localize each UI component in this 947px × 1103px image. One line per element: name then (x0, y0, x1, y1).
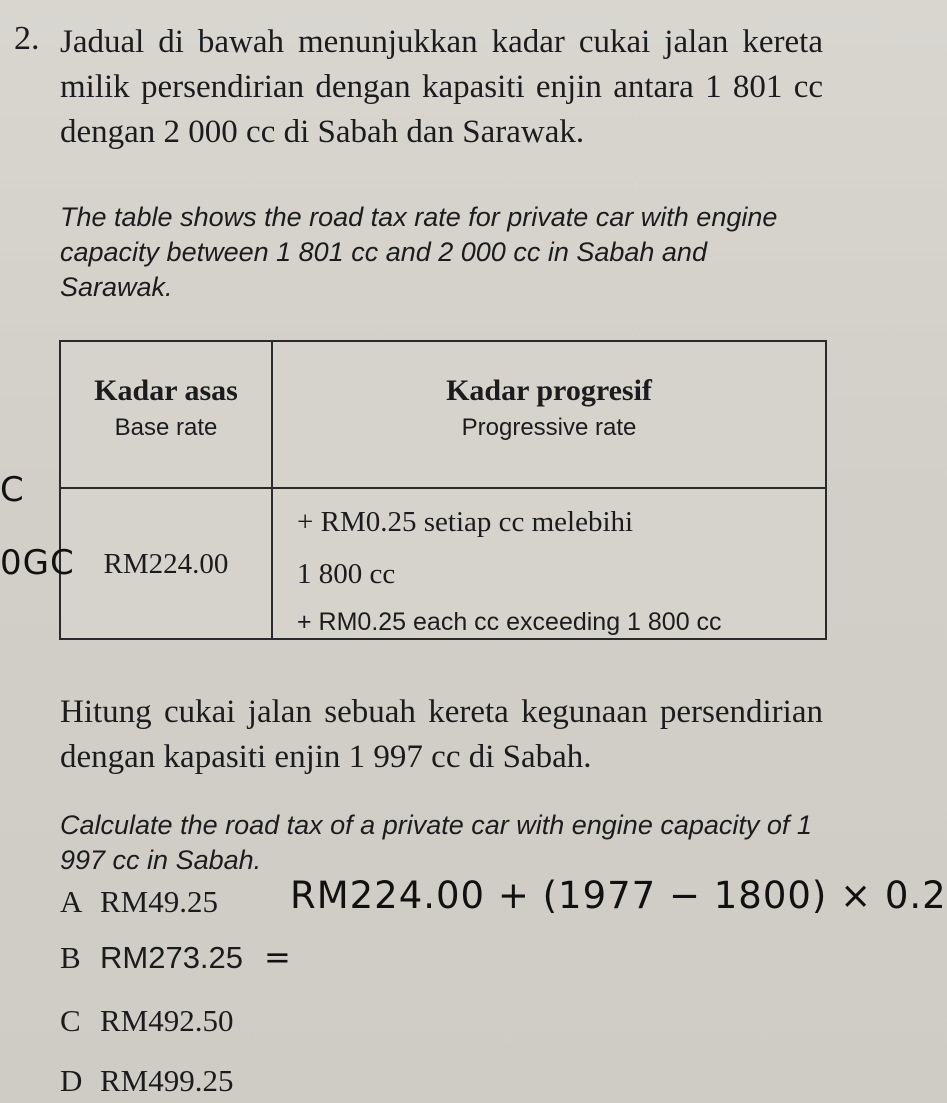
handwritten-margin-0: 0GC (0, 543, 75, 583)
option-a-letter: A (60, 884, 83, 919)
header-progressive-rate-malay: Kadar progresif (446, 374, 652, 407)
handwritten-working: RM224.00 + (1977 − 1800) × 0.2 (290, 874, 947, 917)
option-b-letter: B (60, 940, 81, 975)
option-d[interactable] (60, 1063, 234, 1099)
progressive-rate-malay-line1: + RM0.25 setiap cc melebihi (297, 506, 634, 538)
question-task-malay: Hitung cukai jalan sebuah kereta kegunaan persendirian dengan kapasiti enjin 1 997 cc di Sabah. (60, 694, 823, 775)
question-number: 2. (14, 20, 40, 57)
question-task-english: Calculate the road tax of a private car with engine capacity of 1 997 cc in Sabah. (60, 810, 812, 875)
option-a-value: RM49.25 (100, 884, 218, 919)
option-a[interactable] (60, 884, 218, 920)
progressive-rate-english: + RM0.25 each cc exceeding 1 800 cc (297, 608, 722, 636)
header-base-rate-malay: Kadar asas (94, 374, 238, 407)
table-header-progressive-rate (273, 342, 825, 487)
option-d-letter: D (60, 1063, 83, 1098)
option-c-value: RM492.50 (100, 1003, 234, 1038)
header-base-rate-english: Base rate (114, 414, 218, 441)
question-intro-malay: Jadual di bawah menunjukkan kadar cukai jalan kereta milik persendirian dengan kapasiti enjin antara 1 801 cc dengan 2 000 cc di Sabah dan Sarawak. (60, 24, 823, 150)
base-rate-value: RM224.00 (103, 548, 229, 580)
header-progressive-rate-english: Progressive rate (461, 414, 637, 441)
question-intro-english: The table shows the road tax rate for private car with engine capacity between 1 801 cc and 2 000 cc in Sabah and Sarawak. (60, 202, 778, 302)
option-c[interactable] (60, 1003, 234, 1039)
table-header-base-rate (61, 342, 271, 487)
road-tax-table (59, 340, 827, 640)
progressive-rate-cell (297, 496, 817, 644)
option-b[interactable] (60, 940, 243, 976)
option-c-letter: C (60, 1003, 81, 1038)
handwritten-equals: = (264, 938, 292, 976)
progressive-rate-malay-line2: 1 800 cc (297, 558, 396, 590)
option-d-value: RM499.25 (100, 1063, 234, 1098)
handwritten-margin-c: C (0, 470, 25, 510)
option-b-value: RM273.25 (100, 940, 244, 975)
